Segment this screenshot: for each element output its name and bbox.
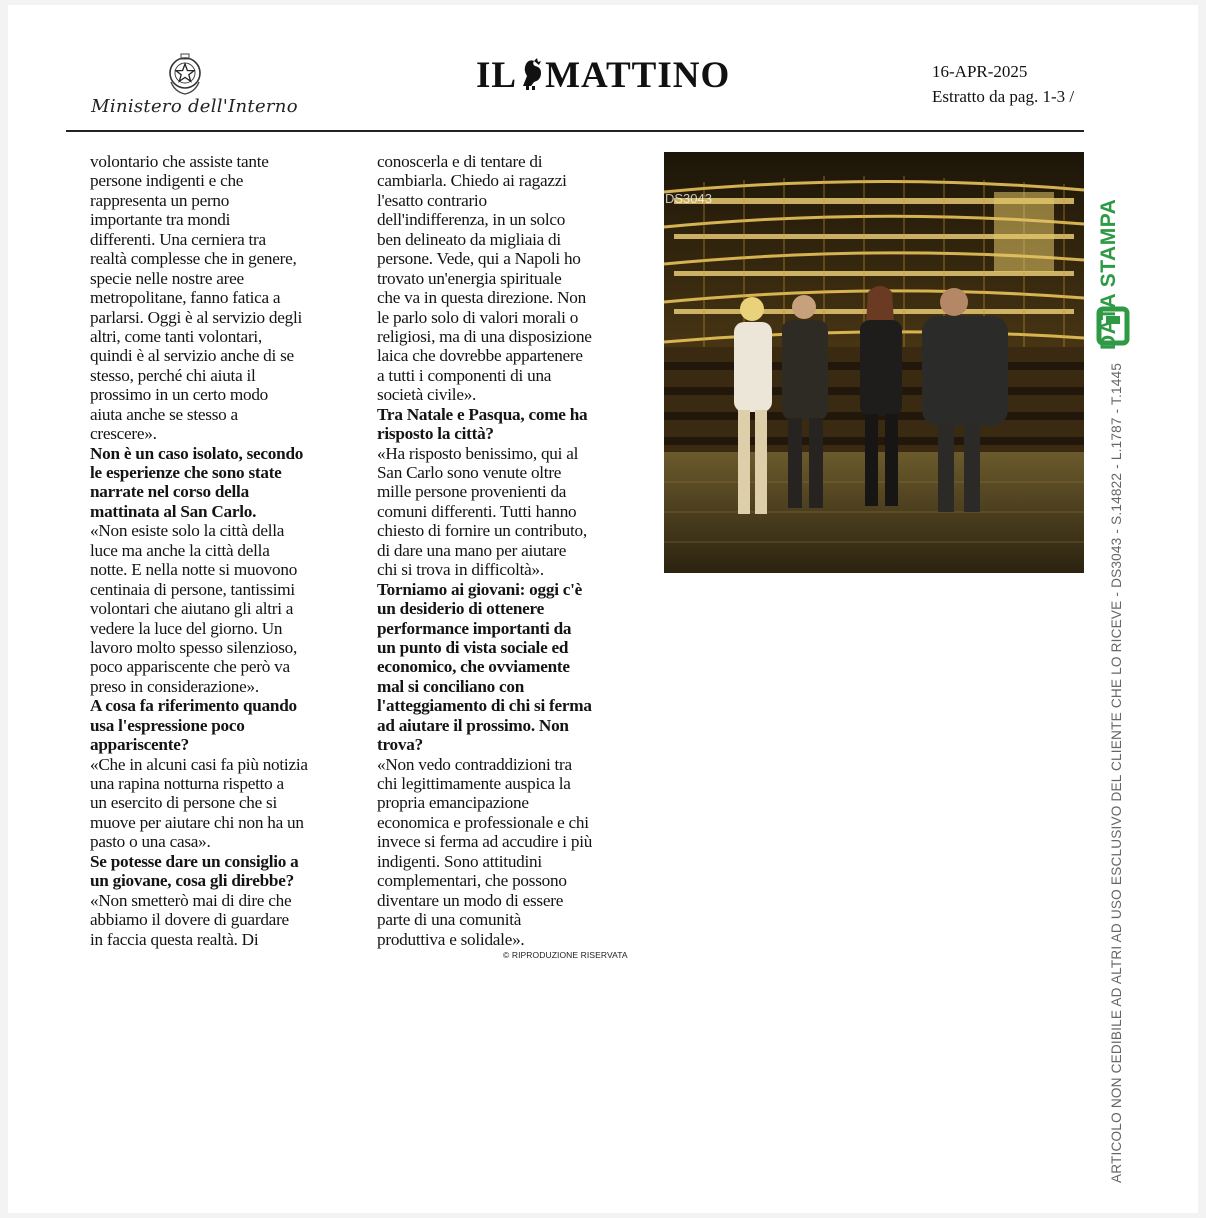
article-line: volontario che assiste tante <box>90 152 269 171</box>
article-line: conoscerla e di tentare di <box>377 152 543 171</box>
article-line: persone indigenti e che <box>90 171 244 191</box>
article-line: stesso, perché chi aiuta il <box>90 365 256 385</box>
photo-watermark: DS3043 <box>665 191 712 206</box>
masthead-left: IL <box>476 55 518 96</box>
article-line: «Non vedo contraddizioni tra <box>377 754 572 774</box>
article-line: luce ma anche la città della <box>90 540 270 560</box>
article-line: diventare un modo di essere <box>377 890 564 910</box>
article-line: mille persone provenienti da <box>377 482 567 502</box>
article-line: di dare una mano per aiutare <box>377 540 567 560</box>
article-line: differenti. Una cerniera tra <box>90 229 266 249</box>
article-line: economica e professionale e chi <box>377 812 589 832</box>
article-line: aiuta anche se stesso a <box>90 404 238 424</box>
article-line: una rapina notturna rispetto a <box>90 774 284 793</box>
article-line: San Carlo sono venute oltre <box>377 463 562 482</box>
article-line: indigenti. Sono attitudini <box>377 851 542 871</box>
article-line: produttiva e solidale». <box>377 929 525 949</box>
article-line: società civile». <box>377 385 477 405</box>
question-line: Non è un caso isolato, secondo <box>90 443 304 463</box>
question-line: economico, che ovviamente <box>377 657 570 677</box>
article-line: le parlo solo di valori morali o <box>377 307 579 327</box>
article-line: religiosi, ma di una disposizione <box>377 326 592 346</box>
article-line: parlarsi. Oggi è al servizio degli <box>90 307 303 327</box>
article-column-1 <box>90 152 355 949</box>
article-line: trovato un'energia spirituale <box>377 268 562 288</box>
article-line: poco appariscente che però va <box>90 657 290 677</box>
article-line: specie nelle nostre aree <box>90 268 244 288</box>
article-line: crescere». <box>90 424 157 444</box>
data-stampa-brand: DATA STAMPA <box>1097 198 1120 350</box>
ministry-logo <box>82 52 307 124</box>
article-line: che va in questa direzione. Non <box>377 288 586 308</box>
question-line: usa l'espressione poco <box>90 715 245 735</box>
article-line: realtà complesse che in genere, <box>90 249 297 269</box>
article-line: laica che dovrebbe appartenere <box>377 346 583 366</box>
article-line: metropolitane, fanno fatica a <box>90 288 281 308</box>
article-line: importante tra mondi <box>90 210 231 230</box>
question-line: narrate nel corso della <box>90 482 249 502</box>
article-line: chi legittimamente auspica la <box>377 774 571 793</box>
header-divider <box>66 130 1084 132</box>
question-line: Torniamo ai giovani: oggi c'è <box>377 579 583 599</box>
article-line: pasto o una casa». <box>90 832 211 852</box>
article-line: «Non smetterò mai di dire che <box>90 890 292 910</box>
article-line: centinaia di persone, tantissimi <box>90 579 295 599</box>
article-line: muove per aiutare chi non ha un <box>90 812 304 832</box>
article-line: abbiamo il dovere di guardare <box>90 910 289 930</box>
article-column-2 <box>377 152 639 949</box>
question-line: ad aiutare il prossimo. Non <box>377 715 569 735</box>
question-line: un giovane, cosa gli direbbe? <box>90 871 294 891</box>
question-line: un desiderio di ottenere <box>377 599 544 619</box>
newspaper-masthead <box>476 54 736 96</box>
article-line: rappresenta un perno <box>90 190 230 210</box>
question-line: mattinata al San Carlo. <box>90 501 257 521</box>
extract-pages: Estratto da pag. 1-3 / <box>932 87 1075 106</box>
article-line: «Che in alcuni casi fa più notizia <box>90 754 308 774</box>
article-line: invece si ferma ad accudire i più <box>377 832 593 852</box>
question-line: risposto la città? <box>377 424 494 444</box>
question-line: mal si conciliano con <box>377 676 525 696</box>
question-line: un punto di vista sociale ed <box>377 637 569 657</box>
question-line: trova? <box>377 735 423 755</box>
question-line: appariscente? <box>90 735 189 755</box>
italian-emblem-icon <box>167 52 203 96</box>
article-line: preso in considerazione». <box>90 676 259 696</box>
article-line: volontari che aiutano gli altri a <box>90 599 294 619</box>
ministry-name: Ministero dell'Interno <box>91 96 298 117</box>
article-line: prossimo in un certo modo <box>90 385 269 405</box>
article-line: dell'indifferenza, in un solco <box>377 210 566 230</box>
article-line: comuni differenti. Tutti hanno <box>377 501 577 521</box>
article-line: complementari, che possono <box>377 871 567 891</box>
publication-date: 16-APR-2025 <box>932 62 1028 81</box>
question-line: l'atteggiamento di chi si ferma <box>377 696 592 716</box>
question-line: le esperienze che sono state <box>90 463 282 482</box>
article-line: propria emancipazione <box>377 793 529 813</box>
article-line: un esercito di persone che si <box>90 793 277 813</box>
article-line: ben delineato da migliaia di <box>377 229 561 249</box>
question-line: Se potesse dare un consiglio a <box>90 851 299 871</box>
article-line: «Ha risposto benissimo, qui al <box>377 443 579 463</box>
article-line: vedere la luce del giorno. Un <box>90 618 283 638</box>
article-line: altri, come tanti volontari, <box>90 326 262 346</box>
article-line: «Non esiste solo la città della <box>90 521 285 541</box>
article-line: chiesto di fornire un contributo, <box>377 521 587 541</box>
theatre-photo-image <box>664 152 1084 573</box>
article-line: in faccia questa realtà. Di <box>90 929 259 949</box>
article-line: persone. Vede, qui a Napoli ho <box>377 249 581 269</box>
usage-disclaimer: ARTICOLO NON CEDIBILE AD ALTRI AD USO ESCLUSIVO DEL CLIENTE CHE LO RICEVE - DS3043 - S.14822 - L.1787 - T.1445 <box>1109 362 1124 1183</box>
article-line: cambiarla. Chiedo ai ragazzi <box>377 171 567 191</box>
rooster-icon <box>517 58 545 90</box>
article-line: notte. E nella notte si muovono <box>90 560 298 580</box>
copyright-notice: © RIPRODUZIONE RISERVATA <box>503 950 628 960</box>
article-line: chi si trova in difficoltà». <box>377 560 544 580</box>
question-line: performance importanti da <box>377 618 572 638</box>
masthead-right: MATTINO <box>545 55 731 96</box>
article-line: quindi è al servizio anche di se <box>90 346 294 366</box>
article-line: a tutti i componenti di una <box>377 365 552 385</box>
theatre-photo <box>664 152 1084 573</box>
article-line: lavoro molto spesso silenzioso, <box>90 637 298 657</box>
question-line: A cosa fa riferimento quando <box>90 696 297 716</box>
question-line: Tra Natale e Pasqua, come ha <box>377 404 588 424</box>
article-line: l'esatto contrario <box>377 190 487 210</box>
article-line: parte di una comunità <box>377 910 522 930</box>
